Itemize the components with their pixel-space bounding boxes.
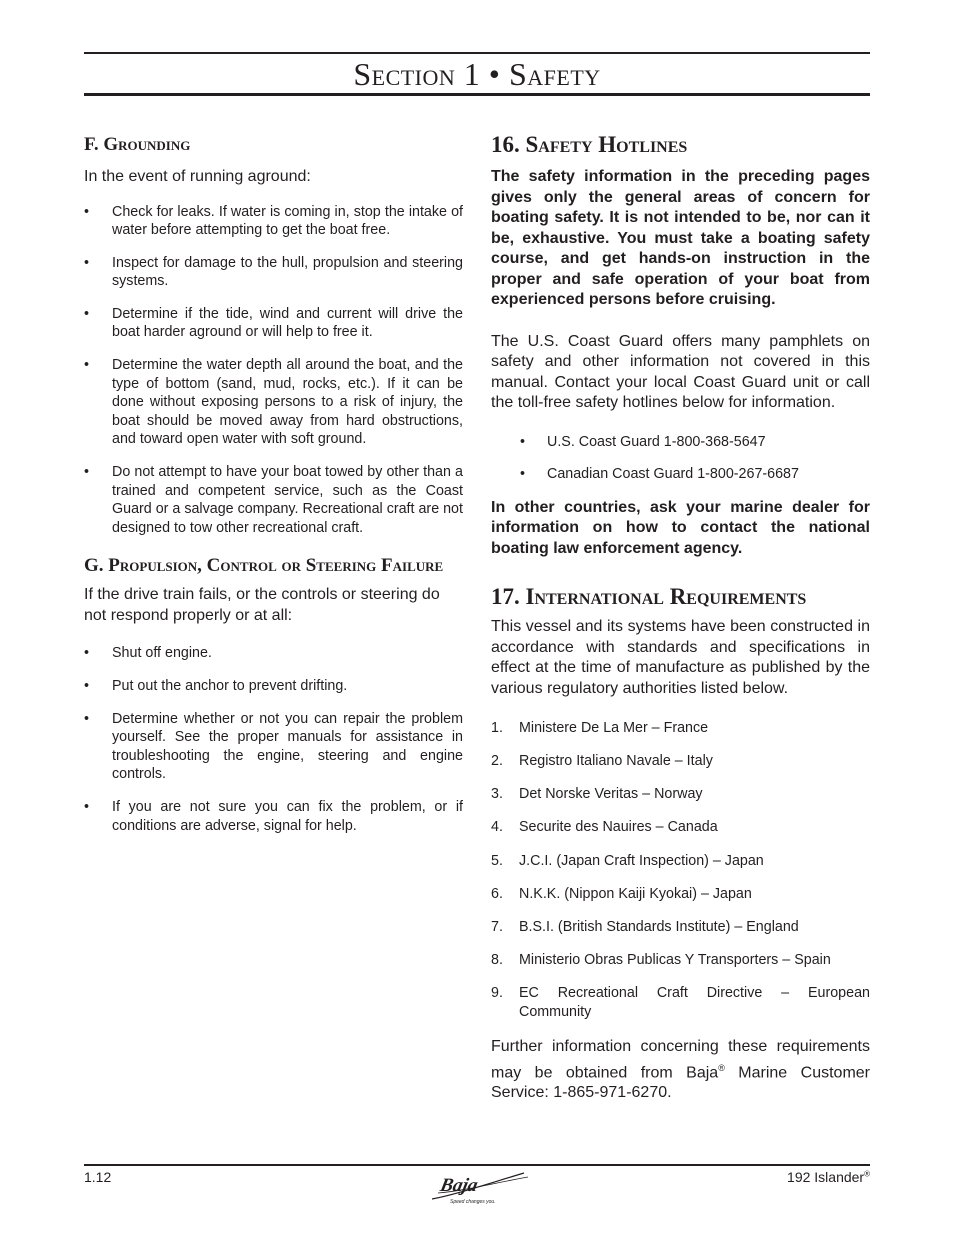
hotlines-heading: 16. Safety Hotlines (491, 132, 688, 157)
header-rule-top (84, 52, 870, 54)
grounding-intro: In the event of running aground: (84, 168, 311, 185)
list-item: 3. Det Norske Veritas – Norway (491, 786, 703, 803)
baja-logo (424, 1169, 532, 1205)
international-heading: 17. International Requirements (491, 584, 807, 610)
propulsion-heading: G. Propulsion, Control or Steering Failure (84, 555, 444, 577)
list-item: • Check for leaks. If water is coming in, stop the intake of water before attempting to get the boat free. (84, 203, 463, 239)
list-item: 8. Ministerio Obras Publicas Y Transporters – Spain (491, 951, 831, 968)
list-item: • Put out the anchor to prevent drifting. (84, 678, 348, 694)
list-item: • Inspect for damage to the hull, propulsion and steering systems. (84, 254, 463, 290)
grounding-list (84, 203, 463, 538)
other-countries-note: In other countries, ask your marine dealer for information on how to contact the national boating law enforcement agency. (491, 498, 870, 557)
further-info: Further information concerning these requirements may be obtained from Baja® Marine Customer Service: 1-865-971-6270. (491, 1038, 871, 1102)
page-title: Section 1 • Safety (353, 56, 601, 92)
footer-rule (84, 1164, 870, 1166)
list-item: • U.S. Coast Guard 1-800-368-5647 (520, 433, 766, 450)
list-item: • If you are not sure you can fix the problem, or if conditions are adverse, signal for help. (84, 798, 463, 834)
propulsion-list (84, 644, 463, 835)
page-number: 1.12 (84, 1169, 112, 1185)
list-item: • Do not attempt to have your boat towed by other than a trained and competent service, such as the Coast Guard or a salvage company. Recreational craft are not designed to tow other recreational craft. (84, 464, 463, 536)
list-item: • Determine the water depth all around the boat, and the type of bottom (sand, mud, rocks, etc.). If it can be done without exposing persons to a risk of injury, the boat should be moved away from hard obstructions, and toward open water with soft ground. (84, 357, 463, 448)
logo-tagline: Speed changes you. (450, 1199, 496, 1205)
logo-wordmark: Baja (438, 1175, 480, 1196)
international-intro: This vessel and its systems have been constructed in accordance with standards and specifications in effect at the time of manufacture as published by the various regulatory authorities listed below. (491, 618, 870, 697)
propulsion-intro: If the drive train fails, or the controls or steering do not respond properly or at all: (84, 586, 440, 624)
header-rule-bottom (84, 93, 870, 96)
grounding-heading: F. Grounding (84, 134, 191, 155)
list-item: 1. Ministere De La Mer – France (491, 720, 709, 737)
authorities-list (491, 719, 870, 1021)
right-column (491, 130, 870, 1104)
list-item: 5. J.C.I. (Japan Craft Inspection) – Japan (491, 852, 764, 869)
list-item: 4. Securite des Nauires – Canada (491, 819, 718, 836)
list-item: • Determine if the tide, wind and current will drive the boat harder aground or will help to free it. (84, 305, 463, 341)
list-item: • Canadian Coast Guard 1-800-267-6687 (520, 466, 799, 483)
list-item: • Determine whether or not you can repair the problem yourself. See the proper manuals for assistance in troubleshooting the engine, steering and engine controls. (84, 710, 463, 783)
list-item: 9. EC Recreational Craft Directive – European Community (491, 984, 870, 1020)
hotlines-warning: The safety information in the preceding pages gives only the general areas of concern for boating safety. It is not intended to be, nor can it be, exhaustive. You must take a boating safety course, and get hands-on instruction in the proper and safe operation of your boat from experienced persons before cruising. (491, 168, 870, 308)
list-item: • Shut off engine. (84, 645, 212, 662)
list-item: 2. Registro Italiano Navale – Italy (491, 753, 713, 770)
product-name: 192 Islander® (787, 1169, 870, 1185)
left-column (84, 130, 463, 835)
hotline-contacts (491, 433, 870, 484)
list-item: 6. N.K.K. (Nippon Kaiji Kyokai) – Japan (491, 885, 752, 902)
list-item: 7. B.S.I. (British Standards Institute) – England (491, 918, 799, 935)
hotlines-body: The U.S. Coast Guard offers many pamphlets on safety and other information not covered in this manual. Contact your local Coast Guard unit or call the toll-free safety hotlines below for information. (491, 332, 870, 411)
